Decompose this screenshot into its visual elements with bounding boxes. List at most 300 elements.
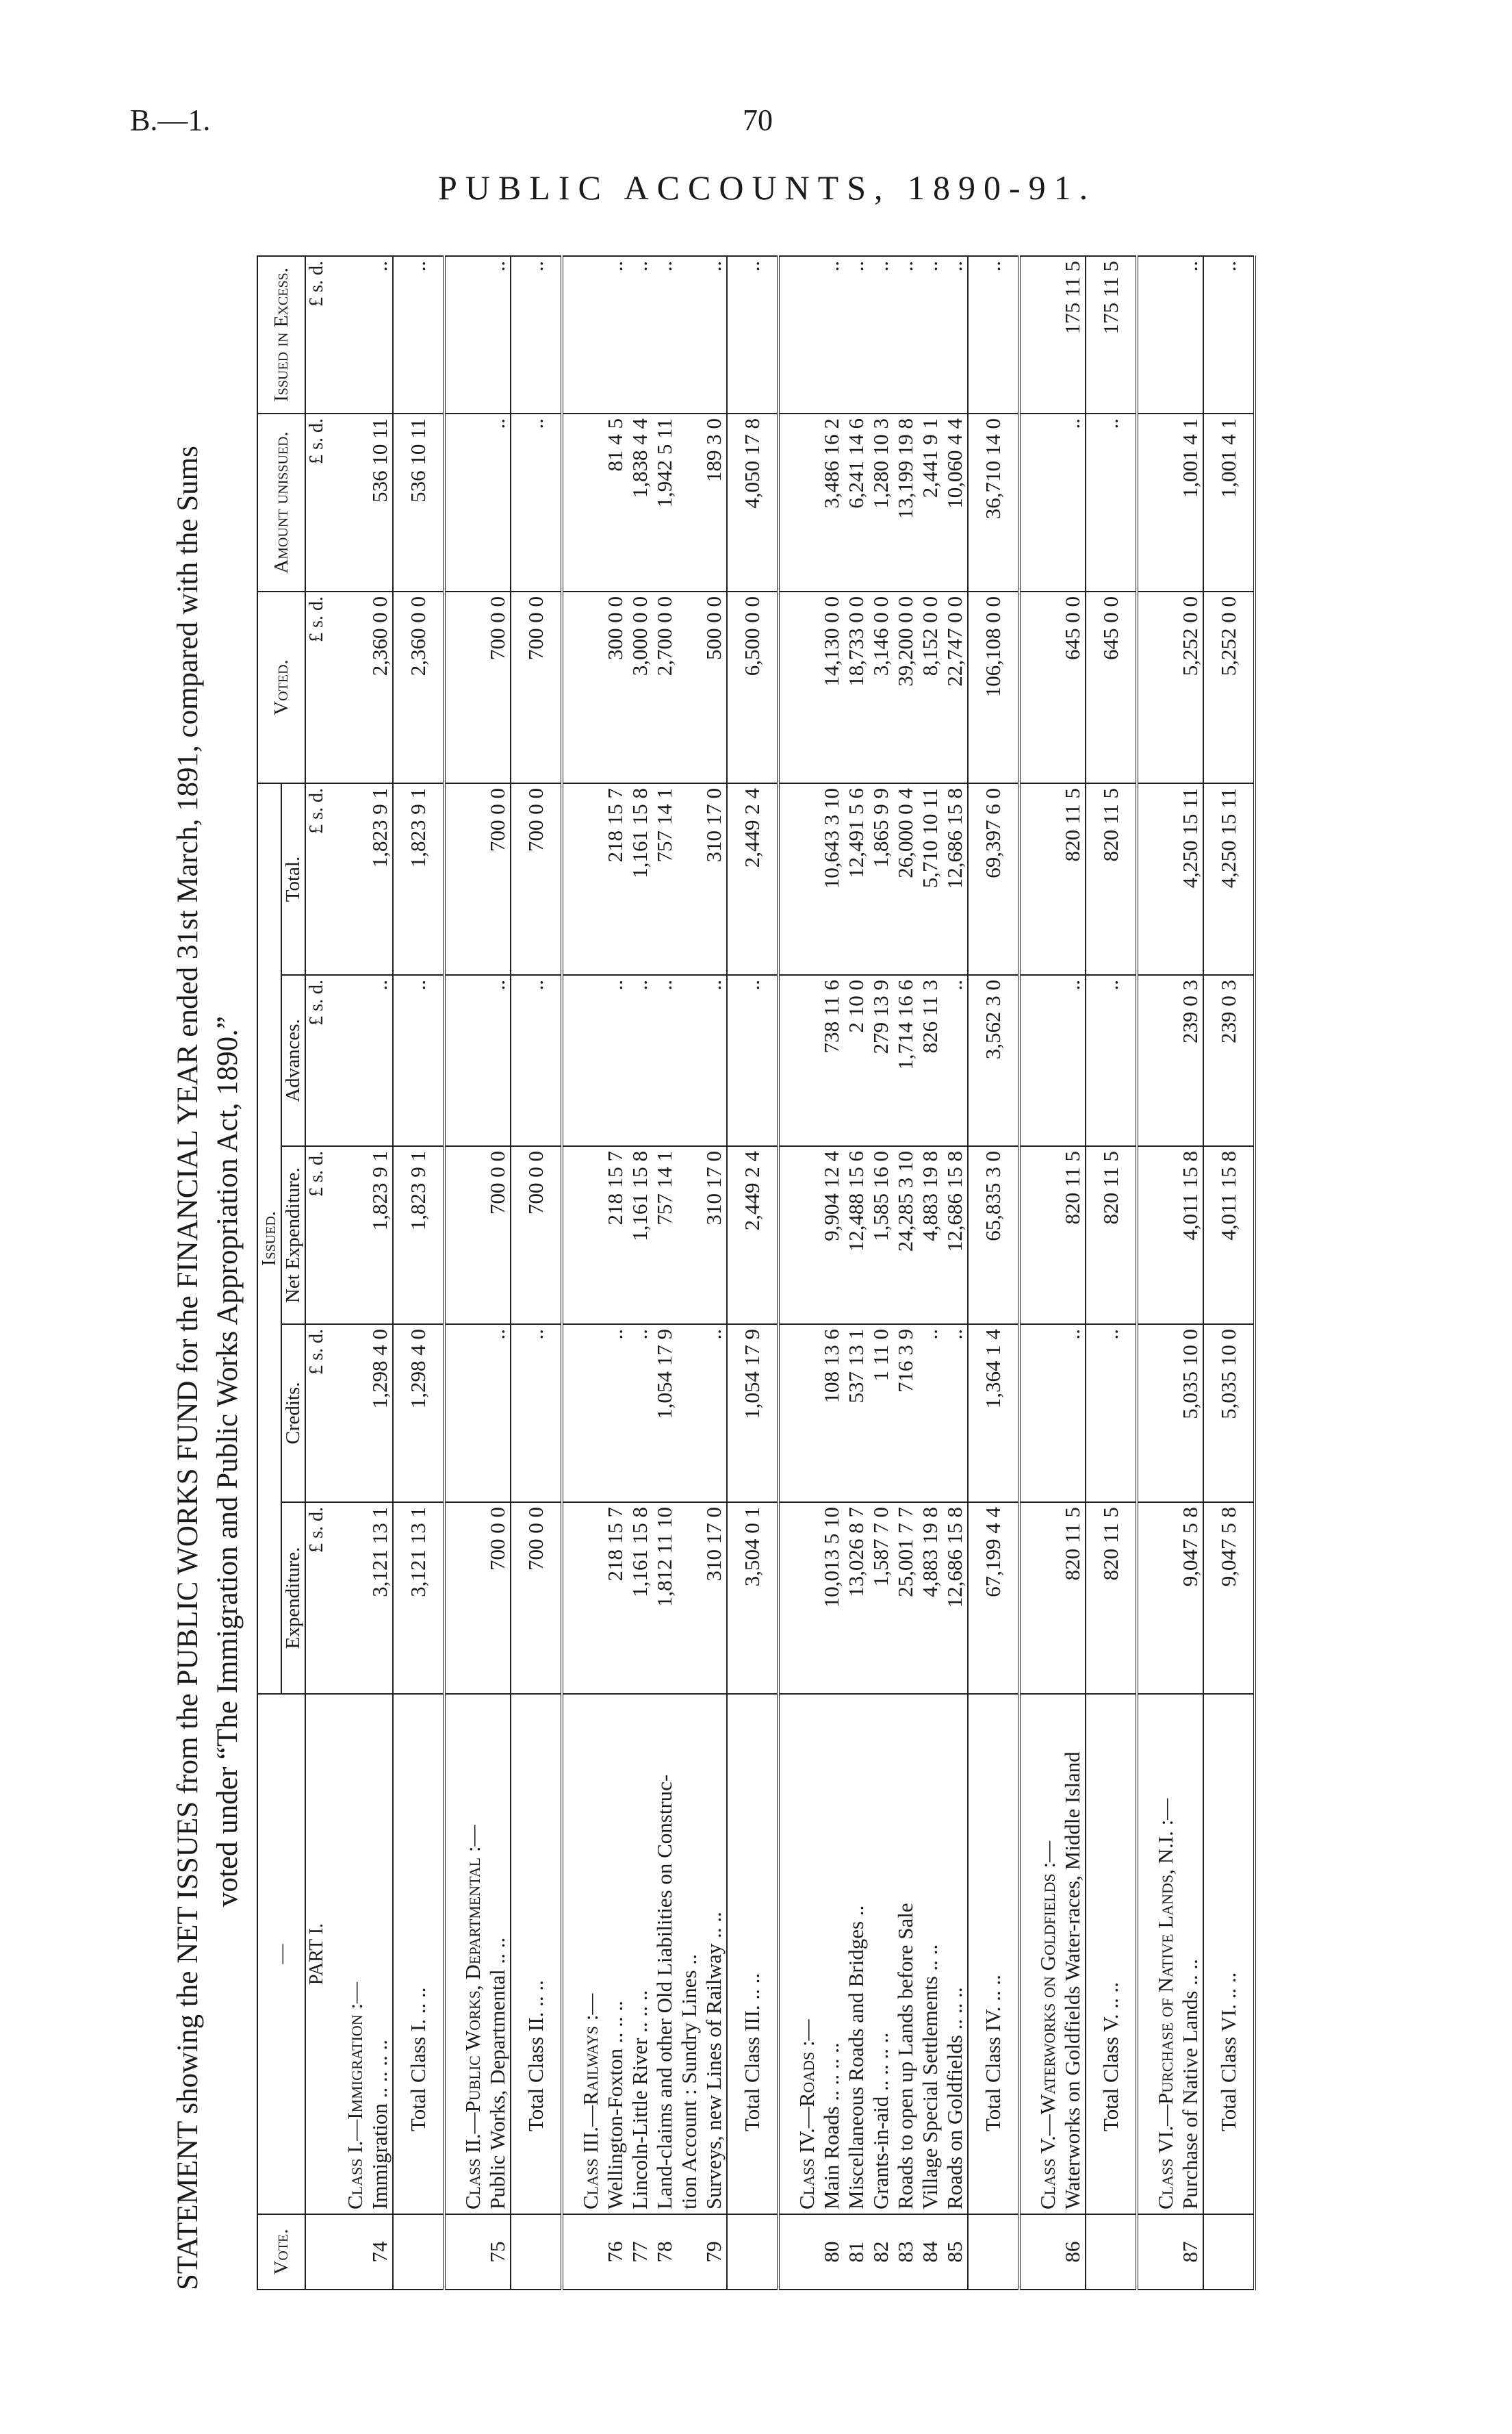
total-voted-cell: 645 0 0	[1086, 592, 1137, 783]
total-amount-unissued-cell: 1,001 4 1	[1203, 414, 1255, 592]
empty-cell	[444, 1502, 485, 1694]
total-cell: 1,161 15 8	[628, 783, 652, 975]
statement-title-line1: STATEMENT showing the NET ISSUES from the PUBLIC WORKS FUND for the FINANCIAL YEAR ended 31st March, 1891, compared with the Sums	[172, 446, 204, 2290]
voted-cell: 3,000 0 0	[628, 592, 652, 783]
vote-row	[819, 256, 844, 2290]
empty-cell	[444, 1146, 485, 1324]
net-expenditure-cell: 24,285 3 10	[893, 1146, 918, 1324]
issued-in-excess-cell: ..	[1178, 256, 1203, 414]
total-label: Total Class VI. .. ..	[1203, 1694, 1255, 2214]
advances-cell: ..	[603, 975, 628, 1146]
total-advances-cell: ..	[511, 975, 562, 1146]
net-expenditure-cell: 310 17 0	[702, 1146, 727, 1324]
total-expenditure-cell: 820 11 5	[1086, 1502, 1137, 1694]
empty-cell	[328, 1324, 368, 1502]
total-label: Total Class IV. .. ..	[968, 1694, 1019, 2214]
empty-cell	[677, 592, 702, 783]
total-issued-in-excess-cell: ..	[727, 256, 778, 414]
issued-in-excess-cell: ..	[368, 256, 393, 414]
class-heading: Class III.—Railways :—	[562, 1694, 603, 2214]
empty-cell	[1019, 256, 1060, 414]
vote-number: 80	[819, 2214, 844, 2290]
total-cell: 5,710 10 11	[918, 783, 943, 975]
empty-cell	[1137, 592, 1178, 783]
vote-row	[603, 256, 628, 2290]
advances-cell: ..	[1060, 975, 1086, 1146]
total-header: Total.	[281, 783, 305, 975]
row-label: Village Special Settlements .. ..	[918, 1694, 943, 2214]
empty-cell	[444, 783, 485, 975]
total-net-expenditure-cell: 4,011 15 8	[1203, 1146, 1255, 1324]
class-heading-row	[1137, 256, 1178, 2290]
units-cell: £ s. d.	[305, 1324, 328, 1502]
issued-in-excess-cell: ..	[702, 256, 727, 414]
total-label: Total Class II. .. ..	[511, 1694, 562, 2214]
empty-cell	[562, 1324, 603, 1502]
empty-cell	[677, 1324, 702, 1502]
total-issued-in-excess-cell: ..	[968, 256, 1019, 414]
vote-number: 74	[368, 2214, 393, 2290]
row-label: Land-claims and other Old Liabilities on Construc-	[652, 1694, 677, 2214]
empty-cell	[328, 1502, 368, 1694]
empty-cell	[677, 1146, 702, 1324]
expenditure-cell: 10,013 5 10	[819, 1502, 844, 1694]
empty-cell	[328, 414, 368, 592]
empty-cell	[778, 783, 819, 975]
empty-cell	[328, 1146, 368, 1324]
vote-row	[943, 256, 968, 2290]
row-label: Wellington-Foxton .. .. ..	[603, 1694, 628, 2214]
credits-cell: ..	[702, 1324, 727, 1502]
issued-header: Issued.	[257, 783, 281, 1694]
issued-in-excess-cell: ..	[652, 256, 677, 414]
issued-in-excess-cell: ..	[893, 256, 918, 414]
expenditure-cell: 9,047 5 8	[1178, 1502, 1203, 1694]
advances-cell: 279 13 9	[869, 975, 893, 1146]
amount-unissued-cell: 2,441 9 1	[918, 414, 943, 592]
total-issued-in-excess-cell: ..	[393, 256, 444, 414]
total-amount-unissued-cell: 36,710 14 0	[968, 414, 1019, 592]
row-label: Purchase of Native Lands .. ..	[1178, 1694, 1203, 2214]
voted-cell: 8,152 0 0	[918, 592, 943, 783]
expenditure-cell: 820 11 5	[1060, 1502, 1086, 1694]
class-heading-row	[778, 256, 819, 2290]
vote-row	[652, 256, 677, 2290]
amount-unissued-cell: 189 3 0	[702, 414, 727, 592]
vote-number: 81	[844, 2214, 869, 2290]
total-advances-cell: 3,562 3 0	[968, 975, 1019, 1146]
total-total-cell: 700 0 0	[511, 783, 562, 975]
row-label: Lincoln-Little River .. .. ..	[628, 1694, 652, 2214]
vote-number: 86	[1060, 2214, 1086, 2290]
vote-row	[1178, 256, 1203, 2290]
empty-cell	[328, 975, 368, 1146]
vote-header: Vote.	[257, 2214, 305, 2290]
net-expenditure-header: Net Expenditure.	[281, 1146, 305, 1324]
net-expenditure-cell: 1,161 15 8	[628, 1146, 652, 1324]
amount-unissued-cell: 1,001 4 1	[1178, 414, 1203, 592]
total-issued-in-excess-cell: ..	[1203, 256, 1255, 414]
voted-cell: 5,252 0 0	[1178, 592, 1203, 783]
class-heading: Class IV.—Roads :—	[778, 1694, 819, 2214]
empty-cell	[562, 592, 603, 783]
class-total-row	[727, 256, 778, 2290]
total-voted-cell: 5,252 0 0	[1203, 592, 1255, 783]
total-credits-cell: ..	[1086, 1324, 1137, 1502]
credits-cell: ..	[943, 1324, 968, 1502]
total-total-cell: 69,397 6 0	[968, 783, 1019, 975]
issued-in-excess-cell: ..	[844, 256, 869, 414]
class-heading-row	[444, 256, 485, 2290]
total-advances-cell: ..	[727, 975, 778, 1146]
description-header: —	[257, 1694, 305, 2214]
class-total-row	[1086, 256, 1137, 2290]
excess-header: Issued in Excess.	[257, 256, 305, 414]
net-expenditure-cell: 820 11 5	[1060, 1146, 1086, 1324]
total-expenditure-cell: 67,199 4 4	[968, 1502, 1019, 1694]
empty-cell	[1137, 1146, 1178, 1324]
total-voted-cell: 2,360 0 0	[393, 592, 444, 783]
total-advances-cell: ..	[1086, 975, 1137, 1146]
expenditure-header: Expenditure.	[281, 1502, 305, 1694]
total-label: Total Class III. .. ..	[727, 1694, 778, 2214]
row-label: Roads to open up Lands before Sale	[893, 1694, 918, 2214]
expenditure-cell: 1,161 15 8	[628, 1502, 652, 1694]
amount-unissued-cell: ..	[485, 414, 511, 592]
empty-cell	[778, 1146, 819, 1324]
expenditure-cell: 4,883 19 8	[918, 1502, 943, 1694]
row-label: Public Works, Departmental .. ..	[485, 1694, 511, 2214]
class-total-row	[393, 256, 444, 2290]
total-total-cell: 820 11 5	[1086, 783, 1137, 975]
empty-cell	[444, 592, 485, 783]
total-issued-in-excess-cell: ..	[511, 256, 562, 414]
amount-unissued-cell: 10,060 4 4	[943, 414, 968, 592]
vote-row	[869, 256, 893, 2290]
empty-cell	[1019, 414, 1060, 592]
empty-cell	[444, 975, 485, 1146]
amount-unissued-cell: 1,838 4 4	[628, 414, 652, 592]
credits-cell: ..	[603, 1324, 628, 1502]
empty-cell	[1137, 975, 1178, 1146]
empty-cell	[778, 975, 819, 1146]
credits-cell: 5,035 10 0	[1178, 1324, 1203, 1502]
total-label: Total Class V. .. ..	[1086, 1694, 1137, 2214]
empty-cell	[1019, 592, 1060, 783]
rotated-statement	[171, 257, 1355, 2290]
page-header	[0, 0, 1512, 219]
expenditure-cell: 218 15 7	[603, 1502, 628, 1694]
total-net-expenditure-cell: 65,835 3 0	[968, 1146, 1019, 1324]
vote-cell	[677, 2214, 702, 2290]
units-cell: £ s. d.	[305, 256, 328, 414]
vote-cell	[778, 2214, 819, 2290]
voted-cell: 645 0 0	[1060, 592, 1086, 783]
total-amount-unissued-cell: 4,050 17 8	[727, 414, 778, 592]
expenditure-cell: 1,812 11 10	[652, 1502, 677, 1694]
vote-cell	[328, 2214, 368, 2290]
vote-cell	[393, 2214, 444, 2290]
empty-cell	[1019, 1502, 1060, 1694]
amount-unissued-cell: 81 4 5	[603, 414, 628, 592]
credits-cell: ..	[1060, 1324, 1086, 1502]
net-expenditure-cell: 4,011 15 8	[1178, 1146, 1203, 1324]
empty-cell	[778, 592, 819, 783]
total-voted-cell: 700 0 0	[511, 592, 562, 783]
row-label: Waterworks on Goldfields Water-races, Middle Island	[1060, 1694, 1086, 2214]
credits-cell: ..	[485, 1324, 511, 1502]
empty-cell	[1137, 256, 1178, 414]
class-heading: Class II.—Public Works, Departmental :—	[444, 1694, 485, 2214]
vote-cell	[1203, 2214, 1255, 2290]
voted-cell: 18,733 0 0	[844, 592, 869, 783]
voted-cell: 14,130 0 0	[819, 592, 844, 783]
class-total-row	[968, 256, 1019, 2290]
advances-header: Advances.	[281, 975, 305, 1146]
total-cell: 1,865 9 9	[869, 783, 893, 975]
vote-number: 83	[893, 2214, 918, 2290]
vote-number: 82	[869, 2214, 893, 2290]
net-expenditure-cell: 700 0 0	[485, 1146, 511, 1324]
advances-cell: 738 11 6	[819, 975, 844, 1146]
units-cell: £ s. d.	[305, 1502, 328, 1694]
accounts-table	[257, 255, 1256, 2290]
vote-row	[368, 256, 393, 2290]
expenditure-cell: 310 17 0	[702, 1502, 727, 1694]
class-heading-row	[328, 256, 368, 2290]
expenditure-cell: 700 0 0	[485, 1502, 511, 1694]
units-cell: £ s. d.	[305, 783, 328, 975]
total-amount-unissued-cell: 536 10 11	[393, 414, 444, 592]
advances-cell: 2 10 0	[844, 975, 869, 1146]
empty-cell	[677, 783, 702, 975]
total-credits-cell: 1,298 4 0	[393, 1324, 444, 1502]
total-cell: 10,643 3 10	[819, 783, 844, 975]
issued-in-excess-cell: ..	[869, 256, 893, 414]
amount-unissued-cell: 1,280 10 3	[869, 414, 893, 592]
row-label: Main Roads .. .. .. ..	[819, 1694, 844, 2214]
voted-cell: 2,360 0 0	[368, 592, 393, 783]
net-expenditure-cell: 12,488 15 6	[844, 1146, 869, 1324]
document-reference: B.—1.	[130, 103, 211, 137]
vote-row	[844, 256, 869, 2290]
advances-cell: ..	[652, 975, 677, 1146]
empty-cell	[1019, 975, 1060, 1146]
empty-cell	[1137, 1502, 1178, 1694]
net-expenditure-cell: 757 14 1	[652, 1146, 677, 1324]
unissued-header: Amount unissued.	[257, 414, 305, 592]
vote-number: 87	[1178, 2214, 1203, 2290]
total-expenditure-cell: 3,504 0 1	[727, 1502, 778, 1694]
row-label-continuation: tion Account : Sundry Lines ..	[677, 1694, 702, 2214]
total-cell: 4,250 15 11	[1178, 783, 1203, 975]
empty-cell	[562, 783, 603, 975]
vote-cell	[444, 2214, 485, 2290]
net-expenditure-cell: 1,585 16 0	[869, 1146, 893, 1324]
voted-cell: 500 0 0	[702, 592, 727, 783]
credits-cell: ..	[628, 1324, 652, 1502]
advances-cell: 239 0 3	[1178, 975, 1203, 1146]
credits-cell: 108 13 6	[819, 1324, 844, 1502]
total-amount-unissued-cell: ..	[1086, 414, 1137, 592]
units-cell: £ s. d.	[305, 414, 328, 592]
credits-cell: 537 13 1	[844, 1324, 869, 1502]
expenditure-cell: 1,587 7 0	[869, 1502, 893, 1694]
advances-cell: ..	[702, 975, 727, 1146]
class-heading: Class V.—Waterworks on Goldfields :—	[1019, 1694, 1060, 2214]
credits-cell: 1,298 4 0	[368, 1324, 393, 1502]
vote-row	[702, 256, 727, 2290]
credits-cell: 1,054 17 9	[652, 1324, 677, 1502]
credits-cell: ..	[918, 1324, 943, 1502]
vote-number: 75	[485, 2214, 511, 2290]
units-row	[305, 256, 328, 2290]
total-cell: 310 17 0	[702, 783, 727, 975]
total-credits-cell: ..	[511, 1324, 562, 1502]
empty-cell	[562, 975, 603, 1146]
credits-header: Credits.	[281, 1324, 305, 1502]
empty-cell	[444, 256, 485, 414]
vote-row	[918, 256, 943, 2290]
issued-in-excess-cell: ..	[603, 256, 628, 414]
advances-cell: 826 11 3	[918, 975, 943, 1146]
vote-cell	[511, 2214, 562, 2290]
empty-cell	[444, 414, 485, 592]
expenditure-cell: 25,001 7 7	[893, 1502, 918, 1694]
empty-cell	[328, 592, 368, 783]
issued-in-excess-cell: ..	[628, 256, 652, 414]
class-heading-row	[1019, 256, 1060, 2290]
empty-cell	[328, 783, 368, 975]
total-label: Total Class I. .. ..	[393, 1694, 444, 2214]
voted-cell: 700 0 0	[485, 592, 511, 783]
voted-cell: 22,747 0 0	[943, 592, 968, 783]
issued-in-excess-cell: ..	[819, 256, 844, 414]
empty-cell	[1137, 414, 1178, 592]
total-cell: 700 0 0	[485, 783, 511, 975]
issued-in-excess-cell: ..	[918, 256, 943, 414]
vote-row	[485, 256, 511, 2290]
expenditure-cell: 12,686 15 8	[943, 1502, 968, 1694]
accounts-table-body	[305, 256, 1255, 2290]
vote-cell	[1137, 2214, 1178, 2290]
total-net-expenditure-cell: 820 11 5	[1086, 1146, 1137, 1324]
total-cell: 757 14 1	[652, 783, 677, 975]
total-credits-cell: 5,035 10 0	[1203, 1324, 1255, 1502]
total-total-cell: 2,449 2 4	[727, 783, 778, 975]
empty-cell	[1019, 783, 1060, 975]
vote-cell	[1086, 2214, 1137, 2290]
vote-number: 79	[702, 2214, 727, 2290]
credits-cell: 716 3 9	[893, 1324, 918, 1502]
empty-cell	[778, 1324, 819, 1502]
total-issued-in-excess-cell: 175 11 5	[1086, 256, 1137, 414]
total-cell: 1,823 9 1	[368, 783, 393, 975]
units-cell: £ s. d.	[305, 592, 328, 783]
class-total-row	[511, 256, 562, 2290]
empty-cell	[1019, 1146, 1060, 1324]
issued-in-excess-cell: 175 11 5	[1060, 256, 1086, 414]
issued-in-excess-cell: ..	[943, 256, 968, 414]
empty-cell	[562, 1502, 603, 1694]
row-label: Roads on Goldfields .. .. ..	[943, 1694, 968, 2214]
advances-cell: ..	[943, 975, 968, 1146]
vote-cell	[727, 2214, 778, 2290]
total-voted-cell: 106,108 0 0	[968, 592, 1019, 783]
issued-in-excess-cell: ..	[485, 256, 511, 414]
row-label: Miscellaneous Roads and Bridges ..	[844, 1694, 869, 2214]
vote-cell	[968, 2214, 1019, 2290]
amount-unissued-cell: 536 10 11	[368, 414, 393, 592]
amount-unissued-cell: 6,241 14 6	[844, 414, 869, 592]
expenditure-cell: 3,121 13 1	[368, 1502, 393, 1694]
empty-cell	[562, 414, 603, 592]
vote-number: 84	[918, 2214, 943, 2290]
accounts-table-container	[257, 257, 1352, 2290]
expenditure-cell: 13,026 8 7	[844, 1502, 869, 1694]
total-cell: 218 15 7	[603, 783, 628, 975]
voted-cell: 39,200 0 0	[893, 592, 918, 783]
voted-header: Voted.	[257, 592, 305, 783]
voted-cell: 2,700 0 0	[652, 592, 677, 783]
total-cell: 26,000 0 4	[893, 783, 918, 975]
net-expenditure-cell: 1,823 9 1	[368, 1146, 393, 1324]
empty-cell	[677, 1502, 702, 1694]
net-expenditure-cell: 4,883 19 8	[918, 1146, 943, 1324]
total-net-expenditure-cell: 700 0 0	[511, 1146, 562, 1324]
vote-number: 76	[603, 2214, 628, 2290]
total-cell: 12,686 15 8	[943, 783, 968, 975]
net-expenditure-cell: 218 15 7	[603, 1146, 628, 1324]
empty-cell	[677, 414, 702, 592]
voted-cell: 300 0 0	[603, 592, 628, 783]
vote-row	[893, 256, 918, 2290]
empty-cell	[444, 1324, 485, 1502]
class-total-row	[1203, 256, 1255, 2290]
part-label: PART I.	[305, 1694, 328, 2214]
units-cell: £ s. d.	[305, 975, 328, 1146]
total-expenditure-cell: 9,047 5 8	[1203, 1502, 1255, 1694]
empty-cell	[677, 975, 702, 1146]
empty-cell	[1019, 1324, 1060, 1502]
total-advances-cell: 239 0 3	[1203, 975, 1255, 1146]
vote-number: 78	[652, 2214, 677, 2290]
empty-cell	[778, 256, 819, 414]
total-cell: 12,491 5 6	[844, 783, 869, 975]
row-label: Immigration .. .. .. ..	[368, 1694, 393, 2214]
class-heading: Class I.—Immigration :—	[328, 1694, 368, 2214]
total-total-cell: 4,250 15 11	[1203, 783, 1255, 975]
vote-number: 85	[943, 2214, 968, 2290]
total-credits-cell: 1,364 1 4	[968, 1324, 1019, 1502]
total-net-expenditure-cell: 1,823 9 1	[393, 1146, 444, 1324]
empty-cell	[562, 1146, 603, 1324]
vote-row-continuation	[677, 256, 702, 2290]
vote-row	[1060, 256, 1086, 2290]
page-title: PUBLIC ACCOUNTS, 1890-91.	[438, 168, 1097, 207]
empty-cell	[328, 256, 368, 414]
net-expenditure-cell: 9,904 12 4	[819, 1146, 844, 1324]
voted-cell: 3,146 0 0	[869, 592, 893, 783]
total-expenditure-cell: 700 0 0	[511, 1502, 562, 1694]
empty-cell	[562, 256, 603, 414]
total-net-expenditure-cell: 2,449 2 4	[727, 1146, 778, 1324]
amount-unissued-cell: ..	[1060, 414, 1086, 592]
total-total-cell: 1,823 9 1	[393, 783, 444, 975]
credits-cell: 1 11 0	[869, 1324, 893, 1502]
vote-cell	[562, 2214, 603, 2290]
total-amount-unissued-cell: ..	[511, 414, 562, 592]
